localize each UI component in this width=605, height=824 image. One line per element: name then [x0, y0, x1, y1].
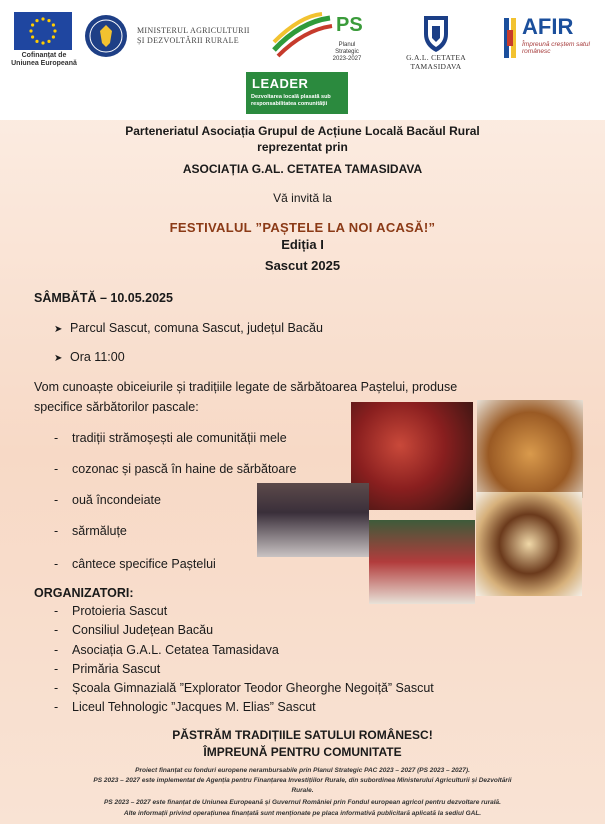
logo-header	[0, 0, 605, 120]
edition: Ediția I	[281, 237, 324, 252]
footer-line: Rurale.	[291, 787, 314, 794]
slogan-line-1: PĂSTRĂM TRADIȚIILE SATULUI ROMÂNESC!	[172, 728, 433, 742]
list-item: - sărmăluțe	[54, 524, 127, 538]
list-item: - cântece specifice Paștelui	[54, 557, 216, 571]
arrow-bullet-icon: ➤	[54, 324, 63, 335]
eu-flag-icon	[14, 12, 72, 50]
list-item: - Liceul Tehnologic ”Jacques M. Elias” Sascut	[54, 700, 316, 714]
cozonac-slice-photo	[476, 492, 582, 596]
ps-caption: Planul Strategic 2023-2027	[332, 42, 362, 62]
event-location	[54, 321, 323, 335]
folk-dancers-photo	[257, 483, 369, 557]
list-item: - tradiții strămoșești ale comunității mele	[54, 431, 287, 445]
footer-line: PS 2023 – 2027 este implementat de Agenția pentru Finanțarea Investițiilor Rurale, din subordinea Ministerului Agriculturii și Dezvoltării	[93, 777, 512, 784]
traditional-costumes-photo	[369, 520, 475, 604]
cozonac-pot-photo	[477, 400, 583, 498]
invite-text: Vă invită la	[273, 191, 332, 205]
represented-by: reprezentat prin	[257, 140, 348, 154]
time-text: Ora 11:00	[70, 350, 125, 364]
organizers-title: ORGANIZATORI:	[34, 586, 134, 600]
event-date: SÂMBĂTĂ – 10.05.2025	[34, 291, 173, 305]
painted-eggs-photo	[351, 402, 473, 510]
afir-tagline: Împreună creștem satul românesc	[522, 41, 590, 55]
afir-logo-text: AFIR	[522, 14, 574, 39]
partnership-intro: Parteneriatul Asociația Grupul de Acțiune Locală Bacăul Rural	[125, 124, 480, 138]
leader-title: LEADER	[252, 76, 309, 91]
gal-name: G.A.L. CETATEA TAMASIDAVA	[406, 53, 466, 71]
list-item: - Școala Gimnazială ”Explorator Teodor Gheorghe Negoiță” Sascut	[54, 681, 434, 695]
slogan-line-2: ÎMPREUNĂ PENTRU COMUNITATE	[203, 745, 402, 759]
event-description: Vom cunoaște obiceiurile și tradițiile legate de sărbătoarea Paștelui, produse specifice sărbătorilor pascale:	[34, 380, 458, 414]
leader-subtitle: Dezvoltarea locală plasată sub responsabilitatea comunității	[251, 94, 331, 107]
list-item: - Primăria Sascut	[54, 662, 161, 676]
footer-line: Alte informații privind operațiunea finanțată sunt menționate pe placa informativă publicitară aplicată la sediul GAL.	[123, 810, 482, 817]
footer-line: Proiect finanțat cu fonduri europene nerambursabile prin Planul Strategic PAC 2023 – 2027 (PS 2023 – 2027).	[135, 767, 470, 774]
association-name: ASOCIAȚIA G.AL. CETATEA TAMASIDAVA	[182, 162, 423, 176]
list-item: - ouă încondeiate	[54, 493, 161, 507]
ps-logo-text: PS	[336, 14, 363, 36]
list-item: - cozonac și pască în haine de sărbătoare	[54, 462, 297, 476]
location-text: Parcul Sascut, comuna Sascut, județul Bacău	[70, 321, 323, 335]
festival-title: FESTIVALUL ”PAȘTELE LA NOI ACASĂ!”	[169, 220, 436, 235]
ministry-name: MINISTERUL AGRICULTURII ȘI DEZVOLTĂRII RURALE	[137, 26, 250, 45]
eu-caption: Cofinanțat de Uniunea Europeană	[11, 52, 77, 67]
footer-line: PS 2023 – 2027 este finanțat de Uniunea Europeană și Guvernul României prin Fondul european agricol pentru dezvoltare rurală.	[104, 799, 501, 806]
list-item: - Protoieria Sascut	[54, 604, 168, 618]
city-year: Sascut 2025	[264, 258, 341, 273]
government-seal-icon	[84, 14, 128, 58]
leader-badge	[246, 72, 348, 114]
event-time	[54, 350, 125, 364]
afir-logo-icon	[502, 14, 518, 62]
arrow-bullet-icon: ➤	[54, 353, 63, 364]
list-item: - Asociația G.A.L. Cetatea Tamasidava	[54, 643, 279, 657]
list-item: - Consiliul Județean Bacău	[54, 623, 214, 637]
strategic-plan-logo-icon	[270, 12, 334, 58]
